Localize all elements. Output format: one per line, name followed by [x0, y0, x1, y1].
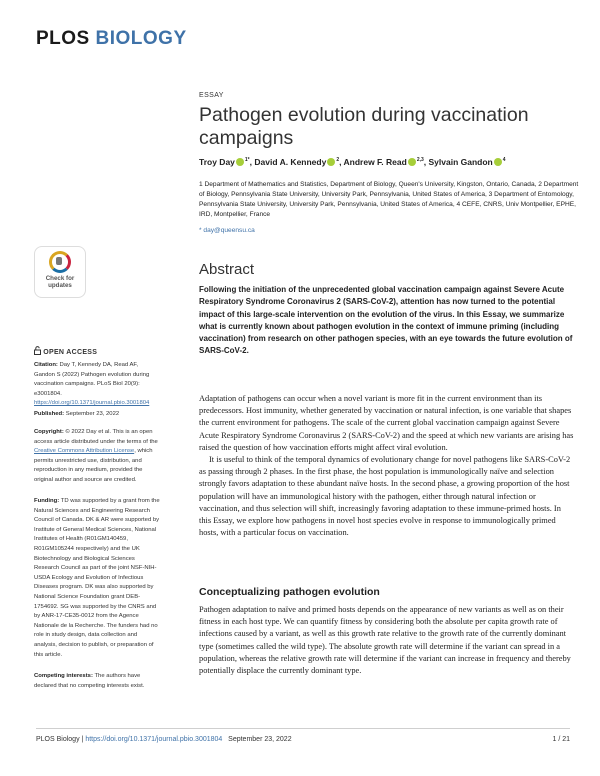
footer-divider	[36, 728, 570, 729]
corresponding-email[interactable]: * day@queensu.ca	[199, 227, 255, 234]
author-name[interactable]: Sylvain Gandon	[428, 157, 493, 167]
body-paragraph: Adaptation of pathogens can occur when a novel variant is more fit in the current environment than its predecessors. Host immunity, whether generated by vaccination or natural infection, is one variable that shapes the current environment for pathogens. The scale of the current global vaccination campaign against Severe Acute Respiratory Syndrome Coronavirus 2 (SARS-CoV-2) and the speed at which new variants are arising has raised the question of how vaccination efforts might affect viral evolution.	[199, 394, 574, 452]
article-type: ESSAY	[199, 92, 224, 99]
abstract-heading: Abstract	[199, 261, 255, 278]
footer-doi-link[interactable]: https://doi.org/10.1371/journal.pbio.3001804	[85, 736, 223, 743]
author-name[interactable]: David A. Kennedy	[254, 157, 327, 167]
author-list: Troy Day $^{1*}$, David A. Kennedy $^2$, Andrew F. Read $^{2,3}$, Sylvain Gandon $^4$	[199, 157, 506, 167]
page-number: 1 / 21	[552, 736, 570, 743]
copyright-block: Copyright: © 2022 Day et al. This is an open access article distributed under the terms of the Creative Commons Attribution License, which permits unrestricted use, distribution, and reproduction in any medium, provided the original author and source are credited.	[34, 429, 158, 483]
published-block: Published: September 23, 2022	[34, 411, 120, 417]
orcid-icon[interactable]	[408, 158, 416, 166]
abstract-text: Following the initiation of the unprecedented global vaccination campaign against Severe Acute Respiratory Syndrome Coronavirus 2 (SARS-CoV-2), attention has now turned to the potential impact of this large-scale intervention on the evolution of the virus. In this Essay, we summarize what is currently known about pathogen evolution in the context of immune priming (including vaccination) from research on other pathogen species, with an eye towards the future evolution of SARS-CoV-2.	[199, 285, 573, 356]
footer: PLOS Biology | https://doi.org/10.1371/journal.pbio.3001804 September 23, 2022	[36, 736, 292, 743]
journal-logo: PLOS BIOLOGY	[36, 28, 187, 49]
section-heading: Conceptualizing pathogen evolution	[199, 586, 380, 598]
check-updates-icon	[49, 251, 71, 273]
orcid-icon[interactable]	[236, 158, 244, 166]
body-intro	[199, 393, 574, 539]
citation-block: Citation: Day T, Kennedy DA, Read AF, Gandon S (2022) Pathogen evolution during vaccination campaigns. PLoS Biol 20(9): e3001804. https://doi.org/10.1371/journal.pbio.3001804	[34, 362, 150, 407]
license-link[interactable]: Creative Commons Attribution License	[34, 448, 135, 455]
competing-interests-block: Competing interests: The authors have declared that no competing interests exist.	[34, 673, 145, 689]
author-name[interactable]: Troy Day	[199, 157, 235, 167]
open-access-label: OPEN ACCESS	[34, 346, 97, 356]
page-title: Pathogen evolution during vaccination campaigns	[199, 104, 529, 149]
funding-block: Funding: TD was supported by a grant from the Natural Sciences and Engineering Research Council of Canada. DK & AR were supported by Institute of General Medical Sciences, National Institutes of Health (R01GM140459, R01GM105244 respectively) and the UK Biotechnology and Biological Sciences Research Council as part of the joint NSF-NIH-USDA Ecology and Evolution of Infectious Diseases program. DK was also supported by National Science Foundation grant DEB-1754692. SG was supported by the CNRS and by ANR-17-CE35-0012 from the Agence Nationale de la Recherche. The funders had no role in study design, data collection and analysis, decision to publish, or preparation of this article.	[34, 498, 160, 658]
orcid-icon[interactable]	[494, 158, 502, 166]
orcid-icon[interactable]	[327, 158, 335, 166]
citation-doi-link[interactable]: https://doi.org/10.1371/journal.pbio.3001804	[34, 400, 150, 407]
affiliations: 1 Department of Mathematics and Statistics, Department of Biology, Queen's University, Kingston, Ontario, Canada, 2 Department of Biology, Pennsylvania State University, University Park, Pennsylvania, United States of America, 3 Department of Entomology, Pennsylvania State University, University Park, Pennsylvania, United States of America, 4 CEFE, CNRS, Univ Montpellier, EPHE, IRD, Montpellier, France	[199, 181, 579, 218]
check-for-updates-badge[interactable]: Check for updates	[34, 246, 86, 298]
open-lock-icon	[34, 346, 41, 355]
author-name[interactable]: Andrew F. Read	[343, 157, 407, 167]
body-paragraph: Pathogen adaptation to naïve and primed hosts depends on the appearance of new variants as well as on their fitness in each host type. We can quantify fitness by considering both the absolute per capita growth rate of infections caused by a variant, as well as this growth rate relative to the growth rate of the currently dominant type (sometimes called the wild type). The absolute growth rate will determine if the variant can spread in a population, whereas the relative growth rate will determine if the variant can increase in frequency and thereby potentially displace the currently dominant type.	[199, 605, 571, 676]
body-section	[199, 604, 574, 677]
body-paragraph: It is useful to think of the temporal dynamics of evolutionary change for novel pathogens like SARS-CoV-2 as passing through 2 phases. In the first phase, the host population is immunologically naïve and selection strongly favors adaptation to these abundant naïve hosts. In the second phase, a growing proportion of the host population will have an immunological history with the pathogen, either through natural infection or vaccination, and thus selection will shift, increasingly favoring adaptation to these immune-primed hosts. In this Essay, we explore how pathogens in novel host species evolve in response to immunologically primed hosts, with a particular focus on vaccination.	[199, 455, 571, 538]
